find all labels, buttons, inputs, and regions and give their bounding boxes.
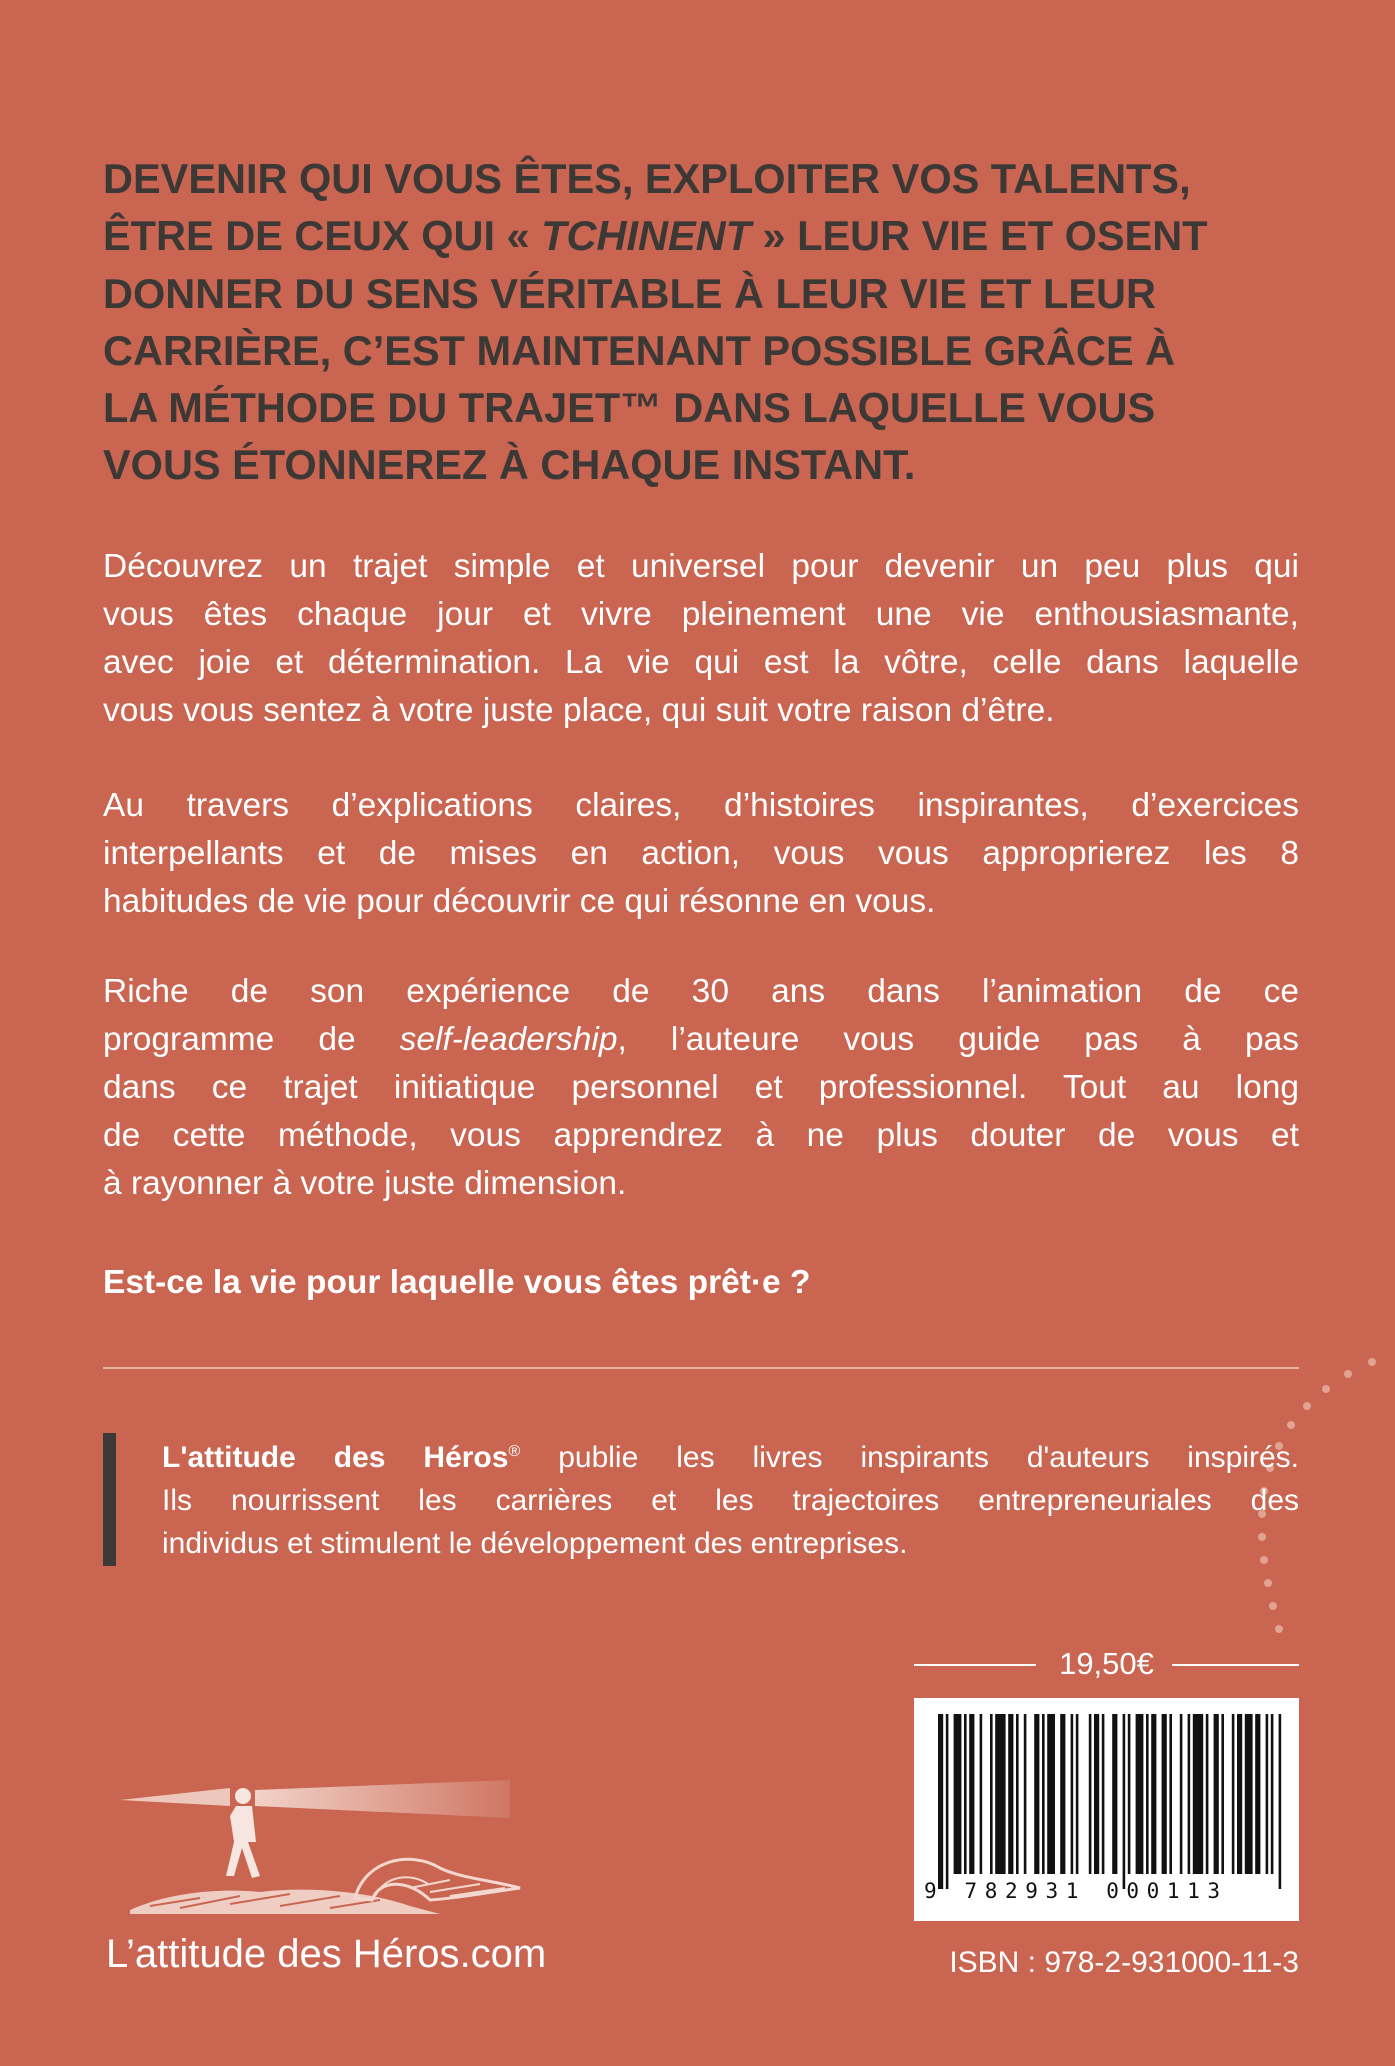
- paragraph-line: vous vous sentez à votre juste place, qui suit votre raison d’être.: [103, 692, 1055, 729]
- publisher-line: [162, 1436, 1299, 1479]
- paragraph-line: interpellants et de mises en action, vous vous approprierez les 8: [103, 835, 1299, 872]
- paragraph-line: habitudes de vie pour découvrir ce qui résonne en vous.: [103, 883, 936, 920]
- publisher-text: publie les livres inspirants d'auteurs inspirés.: [520, 1441, 1299, 1474]
- registered-mark: ®: [508, 1443, 521, 1460]
- paragraph-line: Découvrez un trajet simple et universel pour devenir un peu plus qui: [103, 548, 1299, 585]
- paragraph-line: à rayonner à votre juste dimension.: [103, 1165, 627, 1202]
- publisher-accent-bar: [103, 1433, 116, 1566]
- publisher-statement: [162, 1436, 1299, 1565]
- paragraph-italic-term: self-leadership: [399, 1021, 618, 1058]
- price-label: 19,50€: [1059, 1646, 1154, 1681]
- paragraph-line: de cette méthode, vous apprendrez à ne plus douter de vous et: [103, 1117, 1299, 1154]
- headline-line: DONNER DU SENS VÉRITABLE À LEUR VIE ET LEUR: [103, 269, 1156, 317]
- logo-text-main: L’attitude des Héros: [106, 1932, 460, 1976]
- logo-text-suffix: .com: [459, 1932, 547, 1976]
- paragraph-line: avec joie et détermination. La vie qui est la vôtre, celle dans laquelle: [103, 644, 1299, 681]
- paragraph-text: , l’auteure vous guide pas à pas: [617, 1021, 1299, 1058]
- paragraph-line: vous êtes chaque jour et vivre pleinement une vie enthousiasmante,: [103, 596, 1299, 633]
- isbn-label: ISBN : 978-2-931000-11-3: [949, 1946, 1299, 1979]
- headline-text: » LEUR VIE ET OSENT: [750, 212, 1208, 260]
- barcode: [914, 1698, 1299, 1921]
- paragraph-line: Riche de son expérience de 30 ans dans l’animation de ce: [103, 973, 1299, 1010]
- publisher-logo-icon: [110, 1780, 530, 1930]
- headline-line: CARRIÈRE, C’EST MAINTENANT POSSIBLE GRÂCE À: [103, 326, 1176, 374]
- barcode-digits: 9 782931 000113: [924, 1879, 1228, 1903]
- price-rule-right: [1172, 1664, 1299, 1666]
- paragraph-line: dans ce trajet initiatique personnel et professionnel. Tout au long: [103, 1069, 1299, 1106]
- headline-line: VOUS ÉTONNEREZ À CHAQUE INSTANT.: [103, 441, 916, 489]
- headline-line: DEVENIR QUI VOUS ÊTES, EXPLOITER VOS TALENTS,: [103, 155, 1191, 202]
- headline-text: ÊTRE DE CEUX QUI «: [103, 212, 542, 260]
- closing-question: Est-ce la vie pour laquelle vous êtes prêt·e ?: [103, 1264, 811, 1301]
- headline-italic-word: TCHINENT: [541, 212, 751, 260]
- publisher-line: individus et stimulent le développement des entreprises.: [162, 1527, 908, 1560]
- paragraph-line: Au travers d’explications claires, d’histoires inspirantes, d’exercices: [103, 787, 1299, 824]
- headline-line: LA MÉTHODE DU TRAJET™ DANS LAQUELLE VOUS: [103, 384, 1156, 432]
- paragraph-text: programme de: [103, 1021, 400, 1058]
- publisher-name: L'attitude des Héros: [162, 1441, 509, 1474]
- publisher-line: Ils nourrissent les carrières et les trajectoires entrepreneuriales des: [162, 1484, 1299, 1517]
- price-row: [914, 1642, 1299, 1686]
- logo-wordmark: [106, 1931, 546, 1977]
